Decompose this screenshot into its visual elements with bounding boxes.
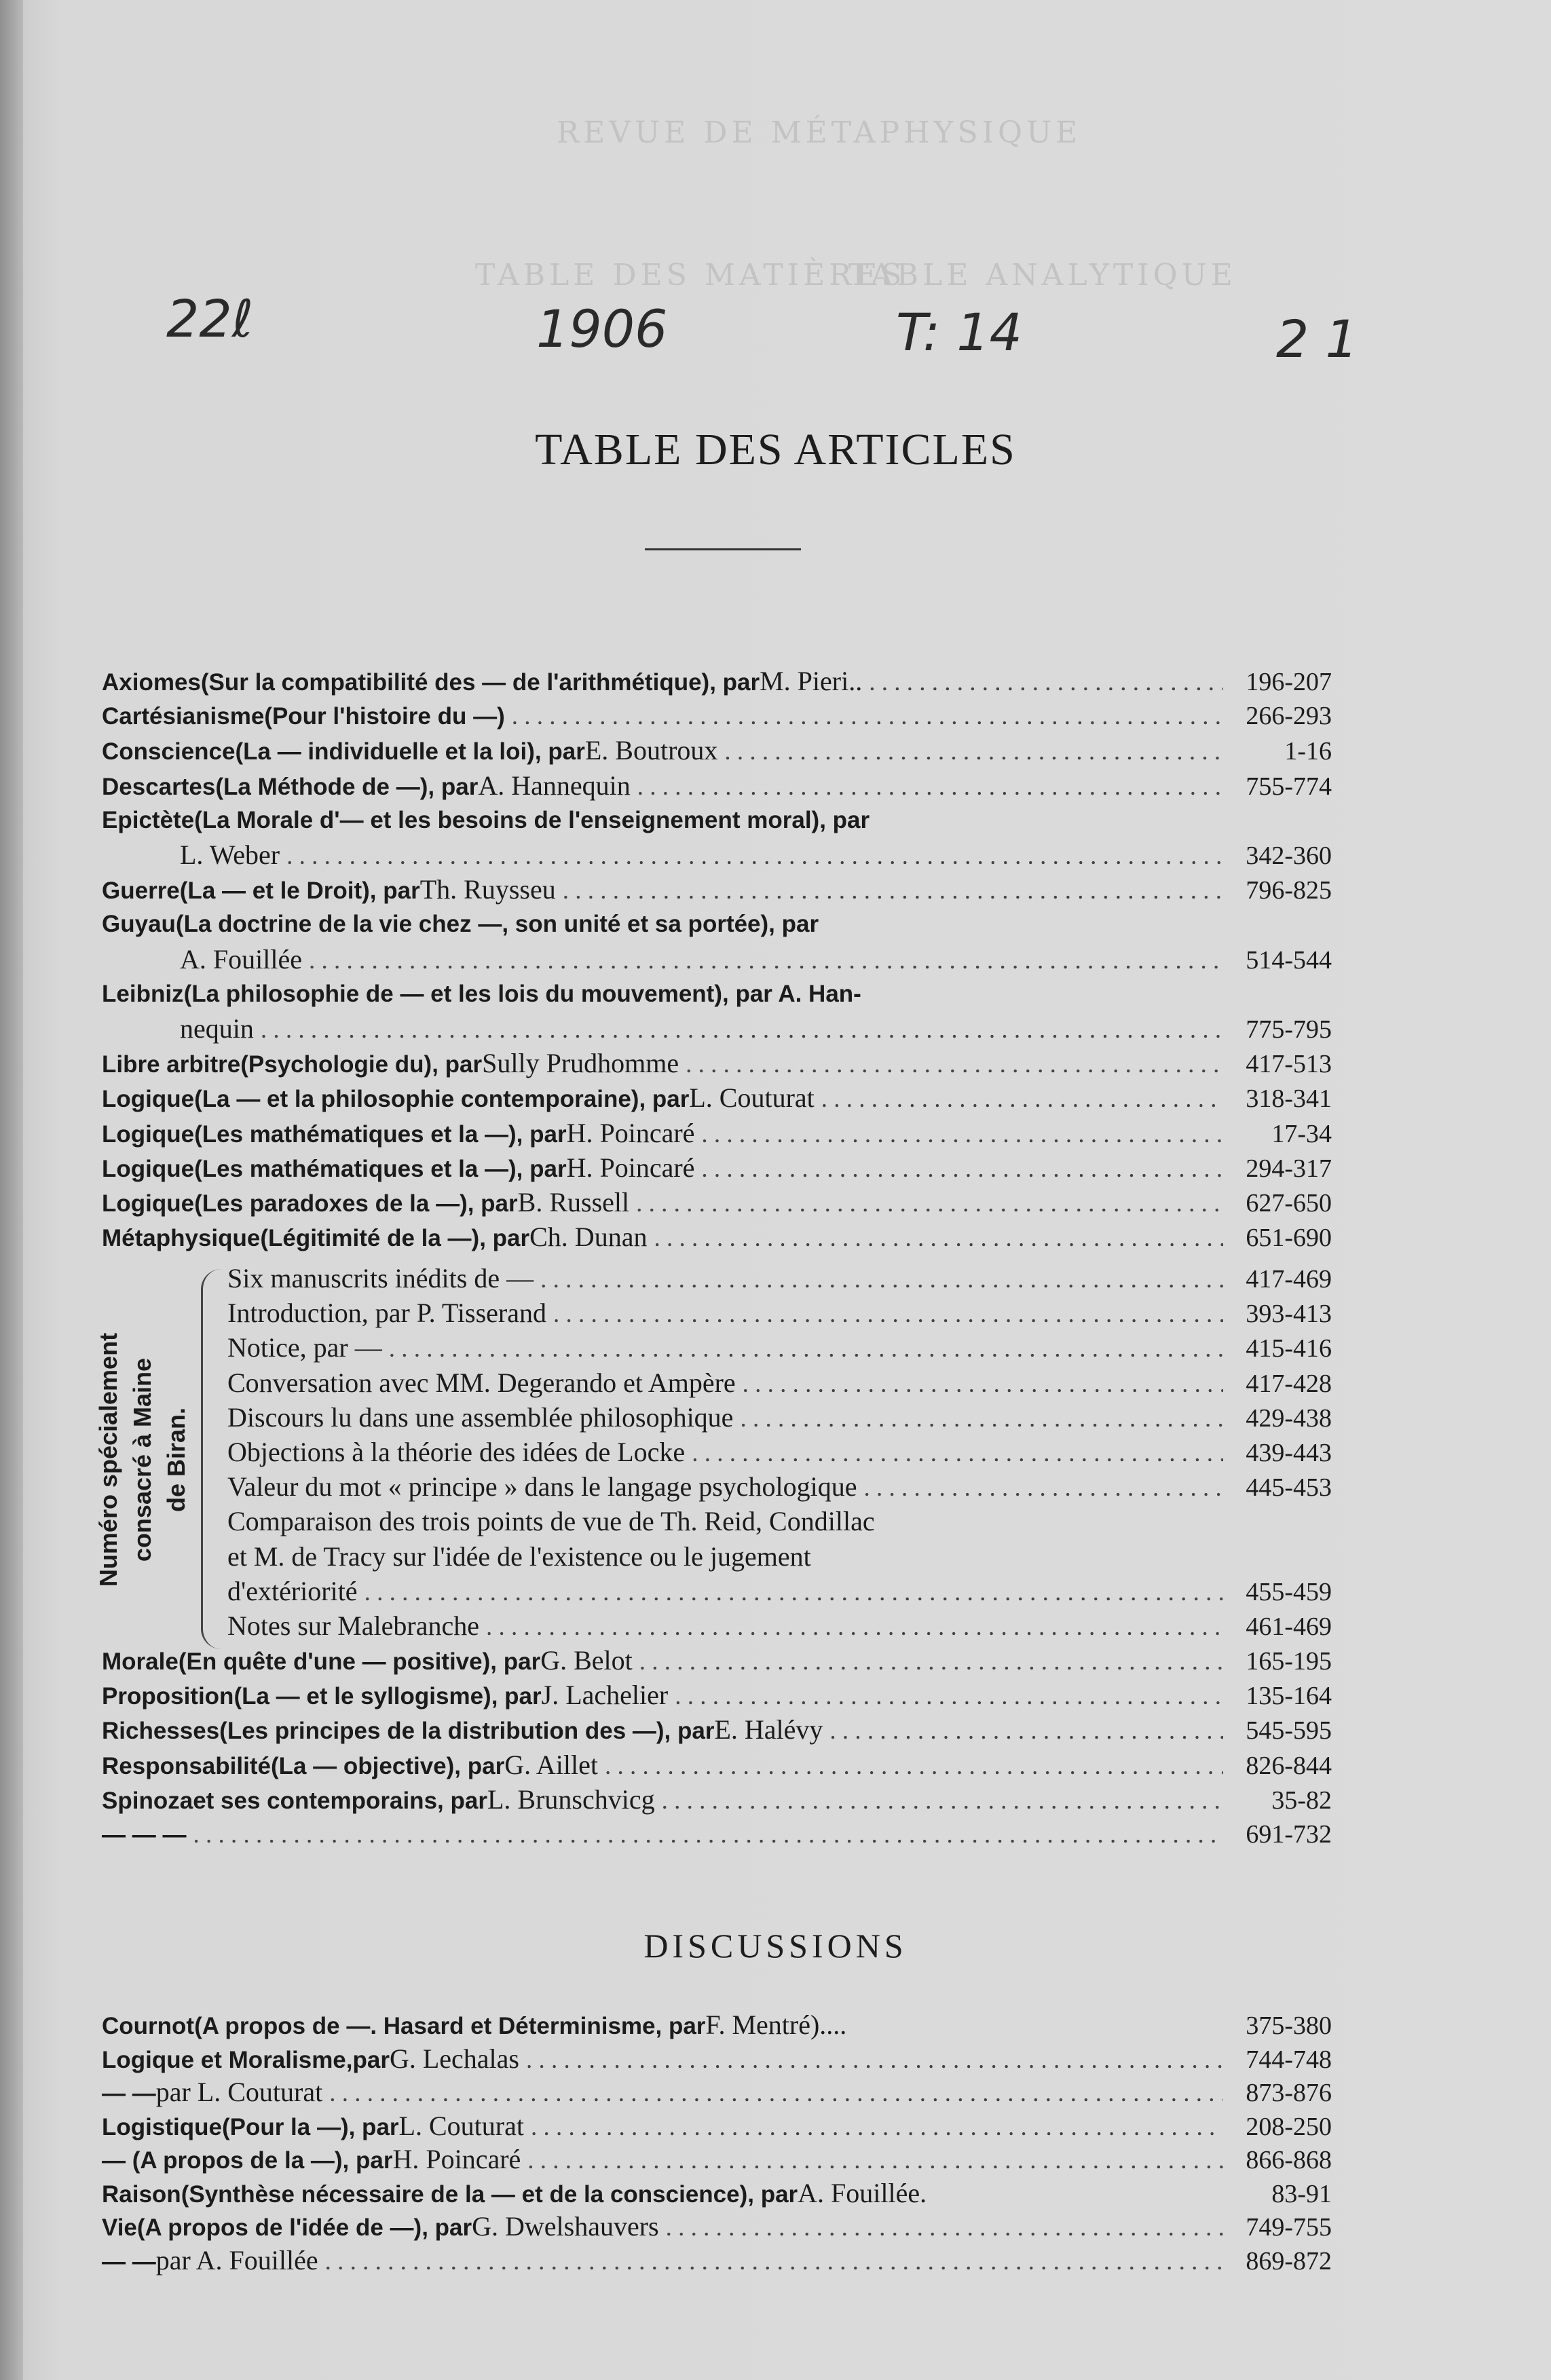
entry-subject: (La Morale d'— et les besoins de l'enseignement moral), par [194, 806, 870, 833]
entry-keyword: Logique [102, 1120, 195, 1148]
entry-keyword: Métaphysique [102, 1225, 261, 1252]
entry-title: Conversation avec MM. Degerando et Ampère [227, 1367, 736, 1398]
page-range: 83-91 [1271, 2179, 1332, 2208]
entry-subject: (La — individuelle et la loi), par [235, 738, 585, 766]
dot-leader [701, 1153, 1223, 1184]
article-entry [102, 1749, 1332, 1781]
entry-keyword: Epictète [102, 806, 195, 833]
article-entry [102, 1679, 1332, 1712]
special-issue-entry [227, 1262, 1332, 1295]
entry-subject: (Les paradoxes de la —), par [194, 1190, 518, 1217]
entry-keyword: Guyau [102, 911, 176, 938]
dot-leader [325, 2246, 1223, 2277]
page-range: 429-438 [1246, 1403, 1332, 1433]
article-entry [102, 908, 1332, 941]
entry-subject: (Les mathématiques et la —), par [194, 1155, 567, 1182]
special-label-line: consacré à Maine [128, 1357, 156, 1562]
entry-subject: (La — et le syllogisme), par [233, 1683, 542, 1710]
article-entry [102, 700, 1332, 732]
show-through-text: TABLE DES MATIÈRES [475, 258, 906, 292]
page-range: 796-825 [1246, 876, 1332, 905]
entry-keyword: Proposition [102, 1683, 234, 1710]
entry-author: nequin [180, 1013, 254, 1044]
page-range: 417-469 [1246, 1265, 1332, 1293]
dot-leader [692, 1437, 1223, 1469]
dot-leader [675, 1680, 1223, 1712]
entry-keyword: Raison [102, 2180, 181, 2208]
article-entry [102, 1221, 1332, 1253]
entry-keyword: Logique et Moralisme, [102, 2046, 353, 2073]
dot-leader [553, 1298, 1223, 1329]
article-entry [102, 873, 1332, 906]
entry-subject: (Légitimité de la —), par [260, 1225, 530, 1252]
dot-leader [821, 1083, 1223, 1114]
page-range: 873-876 [1246, 2079, 1332, 2107]
dot-leader [686, 1049, 1223, 1080]
page-range: 445-453 [1246, 1473, 1332, 1503]
entry-author: M. Pieri.. [760, 666, 863, 696]
article-entry [102, 839, 1332, 871]
page-range: 417-428 [1246, 1369, 1332, 1398]
entry-subject: (Sur la compatibilité des — de l'arithmétique), par [200, 669, 760, 696]
discussion-entry [102, 2210, 1332, 2243]
special-issue-entry [227, 1297, 1332, 1329]
entry-subject: (La — et la philosophie contemporaine), par [194, 1086, 690, 1113]
entry-title: Discours lu dans une assemblée philosophique [227, 1401, 734, 1433]
dot-leader [605, 1750, 1223, 1781]
dot-leader [654, 1222, 1223, 1253]
dot-leader [701, 1118, 1223, 1150]
page-range: 869-872 [1246, 2246, 1332, 2275]
article-entry [102, 1818, 1332, 1851]
entry-title: Notes sur Malebranche [227, 1610, 479, 1641]
entry-title: Valeur du mot « principe » dans le langage psychologique [227, 1471, 857, 1503]
entry-subject: (A propos de l'idée de —), par [136, 2214, 472, 2241]
entry-author: Ch. Dunan [529, 1222, 648, 1253]
entry-keyword: Descartes [102, 773, 216, 800]
article-entry [102, 1117, 1332, 1150]
entry-subject: (La — objective), par [270, 1752, 505, 1779]
entry-subject: (A propos de —. Hasard et Déterminisme, par [194, 2013, 706, 2039]
dot-leader [666, 2212, 1223, 2243]
entry-keyword: Logique [102, 1190, 195, 1217]
entry-author: L. Brunschvicg [487, 1783, 655, 1815]
special-issue-entry [227, 1401, 1332, 1434]
entry-subject: — (A propos de la —), par [102, 2147, 393, 2174]
handwritten-volume: T: 14 [896, 302, 1022, 362]
entry-subject: (Pour la —), par [221, 2113, 399, 2140]
dot-leader [309, 945, 1223, 976]
handwritten-number: 2 1 [1276, 309, 1358, 369]
entry-author: A. Hannequin [478, 770, 631, 801]
entry-subject: (La philosophie de — et les lois du mouvement), par A. Han- [183, 980, 861, 1007]
special-issue-entry [227, 1575, 1332, 1608]
page-range: 545-595 [1246, 1716, 1332, 1745]
dot-leader [540, 1264, 1223, 1295]
page-range: 866-868 [1246, 2146, 1332, 2174]
discussion-entry [102, 2143, 1332, 2176]
dot-leader [365, 1576, 1223, 1608]
article-entry [102, 1783, 1332, 1816]
page-range: 135-164 [1246, 1682, 1332, 1711]
entry-author: E. Halévy [714, 1714, 823, 1745]
page-range: 651-690 [1246, 1224, 1332, 1253]
special-issue-entry [227, 1367, 1332, 1399]
article-entry [102, 1082, 1332, 1114]
entry-author: L. Couturat [689, 1082, 815, 1114]
entry-subject: (En quête d'une — positive), par [178, 1648, 541, 1675]
entry-keyword: Leibniz [102, 980, 184, 1007]
discussion-entry [102, 2177, 1332, 2210]
page-range: 691-732 [1246, 1820, 1332, 1849]
entry-author: G. Aillet [504, 1749, 598, 1780]
dot-leader [527, 2145, 1223, 2176]
dot-leader [261, 1014, 1223, 1045]
dot-leader [743, 1368, 1223, 1399]
entry-author: G. Belot [540, 1645, 633, 1676]
page-range: 17-34 [1271, 1119, 1332, 1148]
page-range: 417-513 [1246, 1050, 1332, 1079]
page-range: 749-755 [1246, 2213, 1332, 2242]
dot-leader [531, 2111, 1223, 2142]
page-range: 826-844 [1246, 1751, 1332, 1780]
dot-leader [636, 1188, 1223, 1219]
special-label-line: Numéro spécialement [94, 1332, 122, 1587]
page-range: 744-748 [1246, 2045, 1332, 2074]
entry-author: F. Mentré).... [705, 2009, 847, 2040]
title-rule [645, 548, 801, 550]
dot-leader [329, 2077, 1223, 2109]
special-issue-entry [227, 1471, 1332, 1503]
entry-keyword: Cartésianisme [102, 703, 265, 730]
entry-keyword: Vie [102, 2214, 137, 2241]
entry-keyword: Libre arbitre [102, 1051, 241, 1078]
entry-keyword: Axiomes [102, 669, 201, 696]
entry-author: A. Fouillée. [798, 2177, 927, 2208]
entry-author: G. Lechalas [389, 2043, 519, 2074]
article-entry [102, 1714, 1332, 1746]
discussion-entry [102, 2043, 1332, 2075]
page-range: 375-380 [1246, 2011, 1332, 2040]
page-range: 514-544 [1246, 945, 1332, 975]
special-issue-entry [227, 1505, 1332, 1538]
page-range: 415-416 [1246, 1334, 1332, 1363]
dot-leader [512, 700, 1223, 732]
entry-author: H. Poincaré [392, 2144, 521, 2174]
page-range: 318-341 [1246, 1084, 1332, 1114]
special-issue-entry [227, 1610, 1332, 1642]
page-range: 294-317 [1246, 1154, 1332, 1183]
dot-leader [486, 1611, 1223, 1642]
entry-subject: par [352, 2046, 390, 2073]
book-spine-shadow [0, 0, 23, 2380]
entry-title: Six manuscrits inédits de — [227, 1263, 534, 1293]
special-issue-entry [227, 1436, 1332, 1469]
entry-keyword: Logique [102, 1086, 195, 1113]
entry-subject: et ses contemporains, par [193, 1787, 487, 1814]
entry-author: H. Poincaré [566, 1117, 695, 1148]
dot-leader [740, 1403, 1223, 1434]
dot-leader [662, 1785, 1223, 1816]
entry-author: H. Poincaré [566, 1152, 695, 1183]
entry-subject: — — — [102, 1821, 187, 1848]
page-range: 455-459 [1246, 1577, 1332, 1606]
page-range: 461-469 [1246, 1612, 1332, 1641]
entry-subject: (La — et le Droit), par [179, 877, 420, 905]
article-entry [102, 665, 1332, 698]
discussion-entry [102, 2110, 1332, 2142]
entry-author: par A. Fouillée [155, 2244, 318, 2275]
article-entry [102, 1047, 1332, 1080]
article-entry [102, 734, 1332, 767]
entry-author: Th. Ruysseu [419, 874, 556, 905]
discussion-entry [102, 2009, 1332, 2041]
page-range: 627-650 [1246, 1189, 1332, 1217]
entry-author: L. Couturat [398, 2110, 524, 2141]
dot-leader [193, 1819, 1223, 1851]
entry-subject: (La Méthode de —), par [215, 773, 479, 800]
page-range: 393-413 [1246, 1300, 1332, 1329]
entry-title: Notice, par — [227, 1332, 382, 1363]
discussion-entry [102, 2076, 1332, 2109]
entry-keyword: Morale [102, 1648, 179, 1675]
entry-keyword: Logistique [102, 2113, 222, 2140]
entry-subject: (La doctrine de la vie chez —, son unité et sa portée), par [175, 911, 819, 938]
article-entry [102, 1013, 1332, 1045]
special-issue-entry [227, 1331, 1332, 1364]
entry-subject: (Les principes de la distribution des —), par [219, 1718, 715, 1745]
article-entry [102, 1152, 1332, 1184]
article-entry [102, 804, 1332, 837]
page-range: 342-360 [1246, 842, 1332, 870]
entry-keyword: Logique [102, 1155, 195, 1182]
article-entry [102, 1644, 1332, 1677]
dot-leader [563, 875, 1223, 906]
entry-title: Comparaison des trois points de vue de Th. Reid, Condillac [227, 1506, 875, 1537]
article-entry [102, 943, 1332, 976]
entry-subject: (Les mathématiques et la —), par [194, 1120, 567, 1148]
entry-subject: (Psychologie du), par [240, 1051, 483, 1078]
entry-title: Objections à la théorie des idées de Locke [227, 1437, 686, 1467]
discussions-heading: DISCUSSIONS [643, 1927, 908, 1965]
entry-title: et M. de Tracy sur l'idée de l'existence ou le jugement [227, 1541, 811, 1572]
show-through-text: TABLE ANALYTIQUE [848, 258, 1237, 292]
entry-subject: (Synthèse nécessaire de la — et de la conscience), par [181, 2180, 798, 2208]
entry-author: E. Boutroux [584, 735, 718, 766]
dot-leader [526, 2044, 1223, 2075]
entry-keyword: Cournot [102, 2013, 195, 2039]
entry-author: G. Dwelshauvers [472, 2211, 659, 2242]
dot-leader [724, 736, 1223, 767]
entry-title: d'extériorité [227, 1575, 358, 1606]
entry-author: J. Lachelier [541, 1680, 669, 1711]
dot-leader [389, 1333, 1223, 1364]
page-range: 35-82 [1271, 1786, 1332, 1815]
entry-author: B. Russell [517, 1187, 630, 1217]
discussion-entry [102, 2244, 1332, 2277]
dot-leader [829, 1715, 1223, 1746]
dot-leader [637, 771, 1223, 802]
entry-keyword: Conscience [102, 738, 236, 766]
entry-author: A. Fouillée [180, 943, 302, 975]
entry-author: par L. Couturat [155, 2077, 323, 2107]
article-entry [102, 978, 1332, 1010]
page-range: 439-443 [1246, 1439, 1332, 1467]
dot-leader [869, 666, 1223, 698]
entry-title: Introduction, par P. Tisserand [227, 1298, 546, 1329]
special-issue-entry [227, 1541, 1332, 1573]
dot-leader [639, 1646, 1223, 1677]
page-range: 755-774 [1246, 772, 1332, 801]
page-range: 196-207 [1246, 668, 1332, 696]
page-range: 1-16 [1284, 737, 1332, 766]
entry-keyword: Spinoza [102, 1787, 193, 1814]
special-label-line: de Biran. [162, 1407, 190, 1513]
dot-leader [286, 840, 1223, 871]
entry-keyword: Guerre [102, 877, 180, 905]
page-range: 266-293 [1246, 702, 1332, 731]
page-title: TABLE DES ARTICLES [535, 425, 1016, 474]
page-range: 208-250 [1246, 2112, 1332, 2141]
page-range: 165-195 [1246, 1647, 1332, 1676]
entry-subject: — — [102, 2248, 156, 2275]
dot-leader [864, 1472, 1223, 1503]
entry-subject: (Pour l'histoire du —) [264, 703, 505, 730]
handwritten-mark: 22ℓ [166, 288, 254, 349]
article-entry [102, 770, 1332, 802]
entry-keyword: Richesses [102, 1718, 220, 1745]
entry-keyword: Responsabilité [102, 1752, 271, 1779]
entry-subject: — — [102, 2080, 156, 2107]
handwritten-year: 1906 [536, 299, 668, 359]
page-range: 775-795 [1246, 1015, 1332, 1044]
entry-author: Sully Prudhomme [482, 1048, 679, 1079]
show-through-text: REVUE DE MÉTAPHYSIQUE [557, 115, 1082, 150]
article-entry [102, 1186, 1332, 1219]
entry-author: L. Weber [180, 839, 280, 870]
